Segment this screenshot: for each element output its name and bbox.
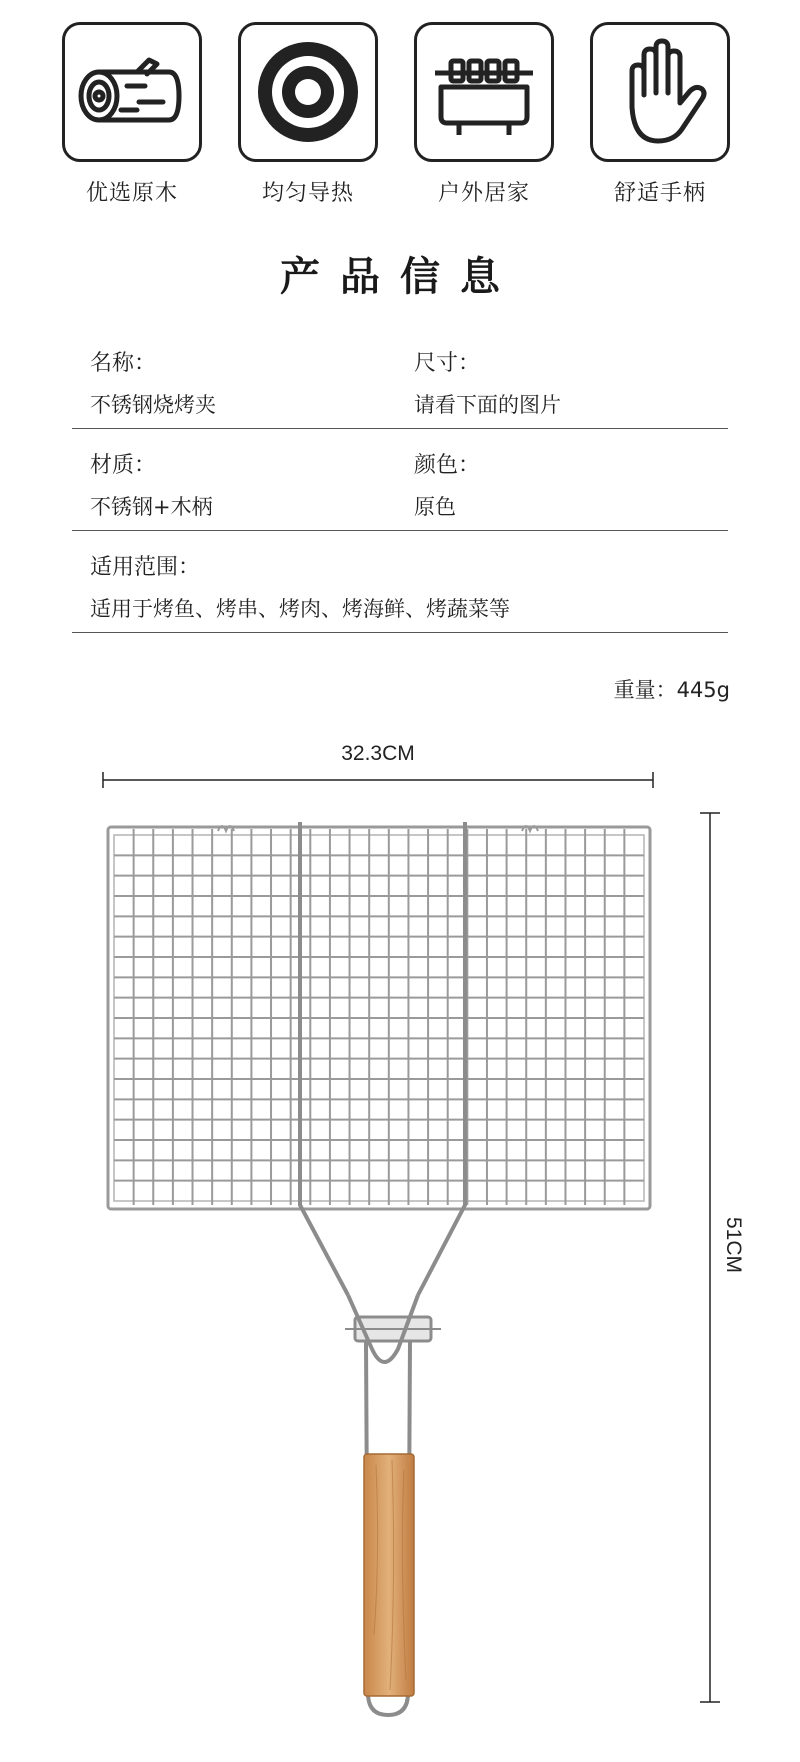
- info-color-value: 原色: [414, 495, 456, 519]
- divider: [72, 428, 728, 429]
- width-dimension: [103, 742, 653, 788]
- info-name-key: 名称：: [90, 351, 157, 376]
- feature-heat-box: [238, 22, 378, 162]
- info-material: [90, 448, 213, 521]
- feature-handle-label: 舒适手柄: [613, 181, 706, 206]
- feature-heat: [236, 22, 380, 207]
- feature-log: [60, 22, 204, 207]
- feature-row: [0, 22, 800, 222]
- height-dimension: [700, 813, 745, 1702]
- target-heat-icon: [253, 37, 363, 147]
- weight-label: 重量：445g: [613, 678, 730, 702]
- info-color-key: 颜色：: [414, 453, 481, 478]
- info-name: [90, 346, 216, 419]
- width-label: 32.3CM: [341, 742, 415, 765]
- info-color: [414, 448, 480, 521]
- section-title: 产品信息: [280, 254, 520, 300]
- log-icon: [77, 52, 187, 132]
- height-label: 51CM: [722, 1216, 745, 1274]
- feature-grill: [412, 22, 556, 207]
- feature-grill-label: 户外居家: [437, 181, 530, 206]
- wooden-handle: [364, 1454, 414, 1696]
- grill-icon: [429, 47, 539, 137]
- hand-icon: [610, 37, 710, 147]
- info-size: [414, 346, 561, 419]
- feature-handle: [588, 22, 732, 207]
- info-material-value: 不锈钢+木柄: [90, 495, 213, 519]
- info-material-key: 材质：: [90, 453, 157, 478]
- info-name-value: 不锈钢烧烤夹: [90, 393, 216, 417]
- grill-basket: [108, 822, 650, 1295]
- feature-heat-label: 均匀导热: [261, 181, 354, 206]
- divider: [72, 632, 728, 633]
- feature-grill-box: [414, 22, 554, 162]
- info-size-key: 尺寸：: [414, 351, 481, 376]
- info-usage: [90, 550, 510, 623]
- divider: [72, 530, 728, 531]
- feature-log-label: 优选原木: [85, 181, 178, 206]
- feature-handle-box: [590, 22, 730, 162]
- info-size-value: 请看下面的图片: [414, 393, 561, 417]
- info-usage-value: 适用于烤鱼、烤串、烤肉、烤海鲜、烤蔬菜等: [90, 597, 510, 621]
- product-illustration: [0, 735, 800, 1762]
- info-usage-key: 适用范围：: [90, 555, 201, 580]
- feature-log-box: [62, 22, 202, 162]
